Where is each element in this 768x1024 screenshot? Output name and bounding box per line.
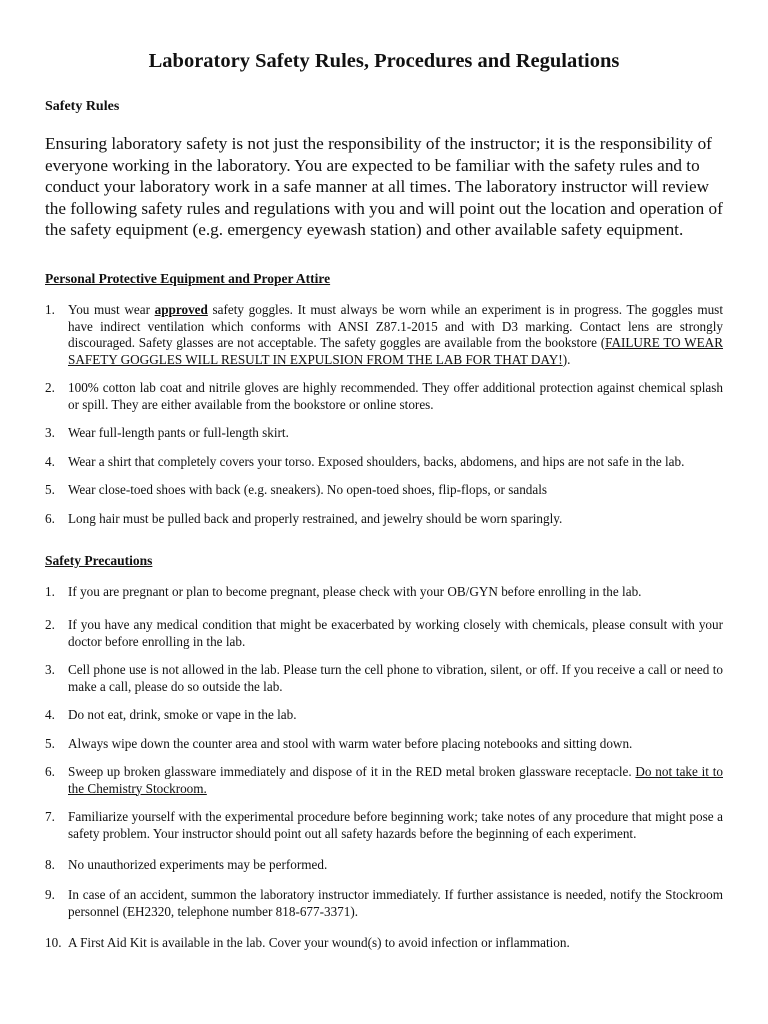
precaution-item-5 — [45, 736, 723, 753]
list-item-text: A First Aid Kit is available in the lab. Cover your wound(s) to avoid infection or inflammation. — [68, 935, 570, 950]
list-number: 4. — [45, 454, 55, 469]
ppe-item-6 — [45, 511, 723, 528]
list-item-text: Cell phone use is not allowed in the lab. Please turn the cell phone to vibration, silent, or off. If you receive a call or need to make a call, please do so outside the lab. — [68, 662, 723, 694]
list-item-text: 100% cotton lab coat and nitrile gloves are highly recommended. They offer additional protection against chemical splash or spill. They are either available from the bookstore or online stores. — [68, 380, 723, 412]
list-item-text — [68, 302, 723, 368]
list-number: 10. — [45, 935, 62, 950]
list-number: 8. — [45, 857, 55, 872]
list-number: 1. — [45, 584, 55, 599]
list-number: 2. — [45, 617, 55, 632]
list-number: 7. — [45, 809, 55, 824]
precaution-item-4 — [45, 707, 723, 724]
list-number: 1. — [45, 302, 55, 317]
ppe-item-3 — [45, 425, 723, 442]
ppe-item-2 — [45, 380, 723, 413]
list-number: 6. — [45, 511, 55, 526]
ppe-heading: Personal Protective Equipment and Proper Attire — [45, 271, 331, 286]
list-item-text: If you have any medical condition that might be exacerbated by working closely with chemicals, please consult with your doctor before enrolling in the lab. — [68, 617, 723, 649]
precautions-heading: Safety Precautions — [45, 553, 153, 568]
ppe-item-1-post: ). — [562, 351, 571, 367]
precaution-item-6 — [45, 764, 723, 797]
list-number: 6. — [45, 764, 55, 779]
list-item-text: No unauthorized experiments may be performed. — [68, 857, 328, 872]
goggles-warning: FAILURE TO WEAR SAFETY GOGGLES WILL RESULT IN EXPULSION FROM THE LAB FOR THAT DAY! — [68, 335, 724, 367]
list-item-text: In case of an accident, summon the laboratory instructor immediately. If further assistance is needed, notify the Stockroom personnel (EH2320, telephone number 818-677-3371). — [68, 887, 723, 919]
list-number: 5. — [45, 482, 55, 497]
list-item-text: Do not eat, drink, smoke or vape in the lab. — [68, 707, 297, 722]
precaution-item-1 — [45, 584, 723, 601]
list-item-text: Wear close-toed shoes with back (e.g. sneakers). No open-toed shoes, flip-flops, or sandals — [68, 482, 548, 497]
precaution-item-8 — [45, 857, 723, 874]
list-number: 3. — [45, 662, 55, 677]
list-item-text: Wear a shirt that completely covers your torso. Exposed shoulders, backs, abdomens, and hips are not safe in the lab. — [68, 454, 685, 469]
approved-emphasis: approved — [154, 302, 208, 317]
list-item-text: Always wipe down the counter area and stool with warm water before placing notebooks and sitting down. — [68, 736, 633, 751]
precaution-item-3 — [45, 662, 723, 695]
page-title: Laboratory Safety Rules, Procedures and Regulations — [148, 50, 620, 72]
intro-paragraph: Ensuring laboratory safety is not just the responsibility of the instructor; it is the responsibility of everyone working in the laboratory. You are expected to be familiar with the safety rules and to conduct your laboratory work in a safe manner at all times. The laboratory instructor will review the following safety rules and regulations with you and will point out the location and operation of the safety equipment (e.g. emergency eyewash station) and other available safety equipment. — [45, 134, 723, 239]
list-item-text: Wear full-length pants or full-length skirt. — [68, 425, 289, 440]
list-number: 4. — [45, 707, 55, 722]
precaution-item-10 — [45, 935, 723, 952]
precaution-item-2 — [45, 617, 723, 650]
list-item-text: If you are pregnant or plan to become pregnant, please check with your OB/GYN before enrolling in the lab. — [68, 584, 642, 599]
list-item-text — [68, 764, 723, 797]
safety-rules-heading: Safety Rules — [45, 99, 120, 114]
list-number: 5. — [45, 736, 55, 751]
precaution-item-9 — [45, 887, 723, 920]
ppe-item-1-mid: safety goggles. It must always be worn while an experiment is in progress. The goggles must have indirect ventilation which conforms with ANSI Z87.1-2015 and with D3 marking. Contact lens are strongly discouraged. Safety glasses are not acceptable. The safety goggles are available from the bookstore ( — [68, 302, 723, 350]
list-number: 3. — [45, 425, 55, 440]
precaution-item-6-text: Sweep up broken glassware immediately and dispose of it in the RED metal broken glassware receptacle. — [68, 764, 636, 779]
list-number: 2. — [45, 380, 55, 395]
ppe-item-4 — [45, 454, 723, 471]
stockroom-warning: Do not take it to the Chemistry Stockroom. — [68, 764, 723, 796]
list-item-text: Long hair must be pulled back and properly restrained, and jewelry should be worn sparingly. — [68, 511, 563, 526]
precaution-item-7 — [45, 809, 723, 842]
ppe-item-1-pre: You must wear — [68, 302, 155, 317]
list-item-text: Familiarize yourself with the experimental procedure before beginning work; take notes of any procedure that might pose a safety problem. Your instructor should point out all safety hazards before the beginning of each experiment. — [68, 809, 723, 841]
ppe-item-1 — [45, 302, 723, 368]
ppe-item-5 — [45, 482, 723, 499]
list-number: 9. — [45, 887, 55, 902]
